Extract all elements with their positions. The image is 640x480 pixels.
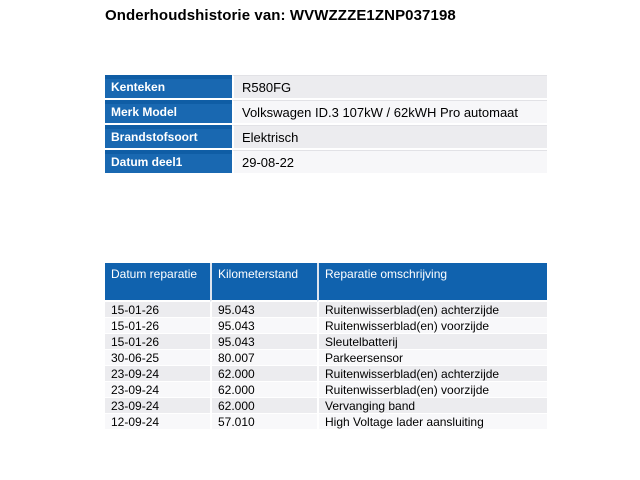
- history-row: [105, 414, 547, 430]
- column-header-reparatie-omschrijving: Reparatie omschrijving: [317, 263, 547, 302]
- column-header-kilometerstand: Kilometerstand: [210, 263, 317, 302]
- vehicle-row: [105, 100, 547, 125]
- history-description-cell: Vervanging band: [317, 398, 547, 414]
- history-km-cell: 95.043: [210, 318, 317, 334]
- history-km-cell: 62.000: [210, 382, 317, 398]
- header-row: [105, 263, 547, 302]
- maintenance-history-body: [105, 302, 547, 430]
- page-title: Onderhoudshistorie van: WVWZZZE1ZNP037198: [105, 7, 456, 24]
- column-header-datum-reparatie: Datum reparatie: [105, 263, 210, 302]
- history-date-cell: 15-01-26: [105, 302, 210, 318]
- vehicle-value-cell: R580FG: [232, 75, 547, 100]
- history-row: [105, 318, 547, 334]
- vehicle-value-cell: 29-08-22: [232, 150, 547, 175]
- history-date-cell: 30-06-25: [105, 350, 210, 366]
- history-description-cell: High Voltage lader aansluiting: [317, 414, 547, 430]
- history-km-cell: 80.007: [210, 350, 317, 366]
- history-date-cell: 15-01-26: [105, 318, 210, 334]
- history-km-cell: 95.043: [210, 334, 317, 350]
- history-date-cell: 15-01-26: [105, 334, 210, 350]
- vehicle-info-table: [105, 75, 547, 175]
- vehicle-label-cell: Brandstofsoort: [105, 125, 232, 150]
- vehicle-label-cell: Merk Model: [105, 100, 232, 125]
- history-description-cell: Sleutelbatterij: [317, 334, 547, 350]
- history-km-cell: 62.000: [210, 366, 317, 382]
- maintenance-history-table: [105, 263, 547, 430]
- history-km-cell: 62.000: [210, 398, 317, 414]
- history-row: [105, 366, 547, 382]
- vehicle-value-cell: Volkswagen ID.3 107kW / 62kWH Pro automaat: [232, 100, 547, 125]
- history-row: [105, 302, 547, 318]
- history-date-cell: 12-09-24: [105, 414, 210, 430]
- vehicle-label-cell: Datum deel1: [105, 150, 232, 175]
- history-row: [105, 350, 547, 366]
- vehicle-label-cell: Kenteken: [105, 75, 232, 100]
- history-date-cell: 23-09-24: [105, 398, 210, 414]
- history-date-cell: 23-09-24: [105, 382, 210, 398]
- history-km-cell: 57.010: [210, 414, 317, 430]
- history-description-cell: Ruitenwisserblad(en) voorzijde: [317, 382, 547, 398]
- vehicle-row: [105, 150, 547, 175]
- vehicle-row: [105, 75, 547, 100]
- vehicle-info-body: [105, 75, 547, 175]
- maintenance-history-header: [105, 263, 547, 302]
- history-description-cell: Ruitenwisserblad(en) achterzijde: [317, 302, 547, 318]
- history-row: [105, 334, 547, 350]
- history-description-cell: Parkeersensor: [317, 350, 547, 366]
- history-date-cell: 23-09-24: [105, 366, 210, 382]
- history-km-cell: 95.043: [210, 302, 317, 318]
- history-row: [105, 398, 547, 414]
- vehicle-value-cell: Elektrisch: [232, 125, 547, 150]
- history-description-cell: Ruitenwisserblad(en) achterzijde: [317, 366, 547, 382]
- vehicle-row: [105, 125, 547, 150]
- history-description-cell: Ruitenwisserblad(en) voorzijde: [317, 318, 547, 334]
- history-row: [105, 382, 547, 398]
